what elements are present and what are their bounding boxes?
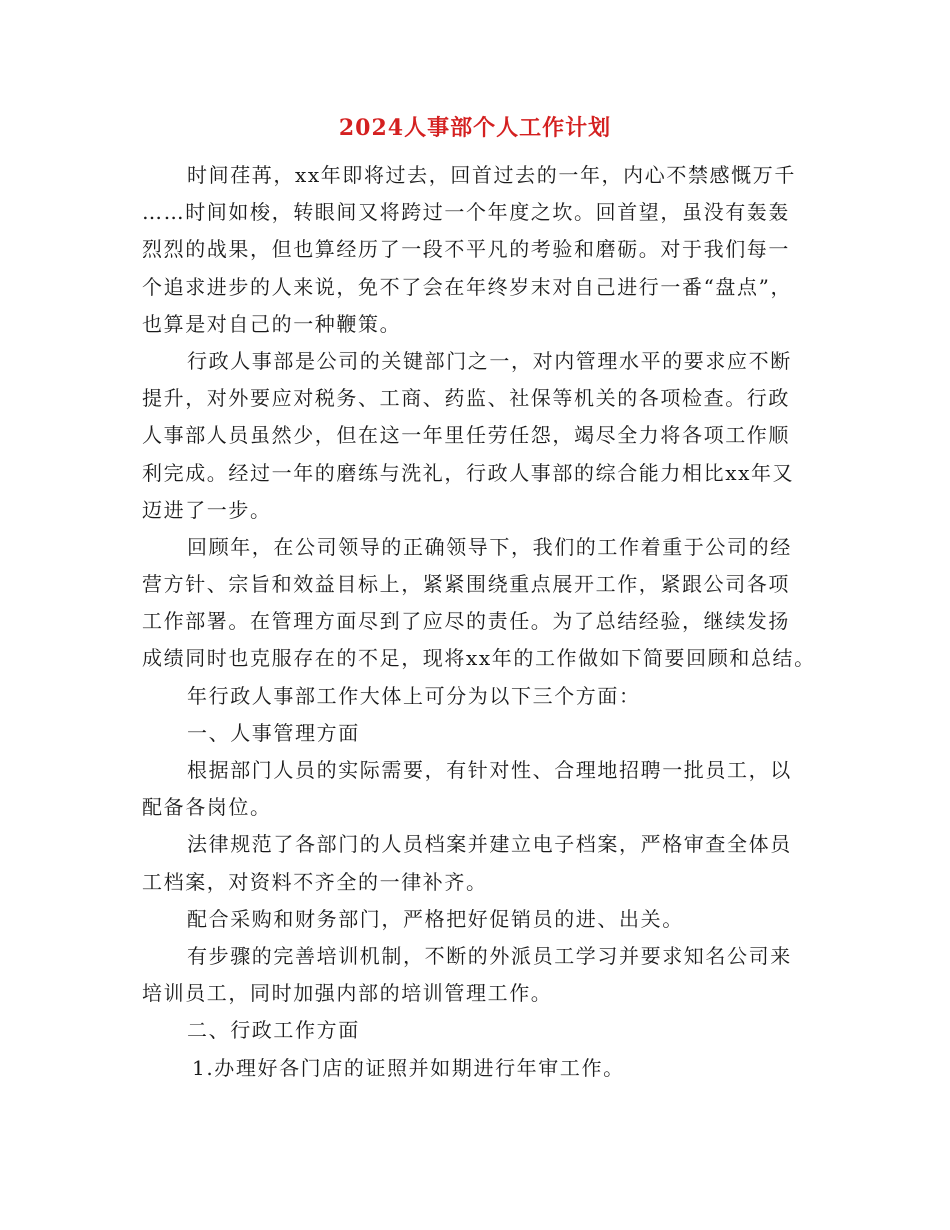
paragraph-line: 时间荏苒，xx年即将过去，回首过去的一年，内心不禁感慨万千 xyxy=(187,163,796,187)
paragraph-line: 年行政人事部工作大体上可分为以下三个方面： xyxy=(187,683,641,708)
paragraph-line: 迈进了一步。 xyxy=(142,497,272,522)
paragraph-line: 利完成。经过一年的磨练与洗礼，行政人事部的综合能力相比xx年又 xyxy=(142,460,795,485)
paragraph-line: 工作部署。在管理方面尽到了应尽的责任。为了总结经验，继续发扬 xyxy=(142,609,790,634)
paragraph-line: 行政人事部是公司的关键部门之一，对内管理水平的要求应不断 xyxy=(187,348,792,373)
paragraph-line: 培训员工，同时加强内部的培训管理工作。 xyxy=(142,981,553,1006)
paragraph-line: 烈烈的战果，但也算经历了一段不平凡的考验和磨砺。对于我们每一 xyxy=(142,237,790,262)
list-item: 1.办理好各门店的证照并如期进行年审工作。 xyxy=(192,1055,625,1080)
paragraph-line: ……时间如梭，转眼间又将跨过一个年度之坎。回首望，虽没有轰轰 xyxy=(142,200,790,225)
paragraph-line: 营方针、宗旨和效益目标上，紧紧围绕重点展开工作，紧跟公司各项 xyxy=(142,572,790,597)
paragraph-line: 根据部门人员的实际需要，有针对性、合理地招聘一批员工，以 xyxy=(187,758,792,782)
document-body xyxy=(142,157,814,1087)
paragraph-line: 人事部人员虽然少，但在这一年里任劳任怨，竭尽全力将各项工作顺 xyxy=(142,423,790,448)
paragraph-line: 提升，对外要应对税务、工商、药监、社保等机关的各项检查。行政 xyxy=(142,386,790,411)
paragraph-line: 工档案，对资料不齐全的一律补齐。 xyxy=(142,869,488,894)
paragraph-line: 法律规范了各部门的人员档案并建立电子档案，严格审查全体员 xyxy=(187,832,792,857)
paragraph-line: 个追求进步的人来说，免不了会在年终岁末对自己进行一番“盘点”， xyxy=(142,274,793,299)
paragraph-line: 配合采购和财务部门，严格把好促销员的进、出关。 xyxy=(187,906,684,931)
paragraph-line: 成绩同时也克服存在的不足，现将xx年的工作做如下简要回顾和总结。 xyxy=(142,646,816,671)
document-title: 2024人事部个人工作计划 xyxy=(338,115,612,141)
section-heading: 二、行政工作方面 xyxy=(187,1018,360,1043)
paragraph-line: 有步骤的完善培训机制，不断的外派员工学习并要求知名公司来 xyxy=(187,943,792,968)
paragraph-line: 配备各岗位。 xyxy=(142,795,272,820)
paragraph-line: 也算是对自己的一种鞭策。 xyxy=(142,311,402,336)
section-heading: 一、人事管理方面 xyxy=(187,720,360,745)
paragraph-line: 回顾年，在公司领导的正确领导下，我们的工作着重于公司的经 xyxy=(187,534,792,559)
